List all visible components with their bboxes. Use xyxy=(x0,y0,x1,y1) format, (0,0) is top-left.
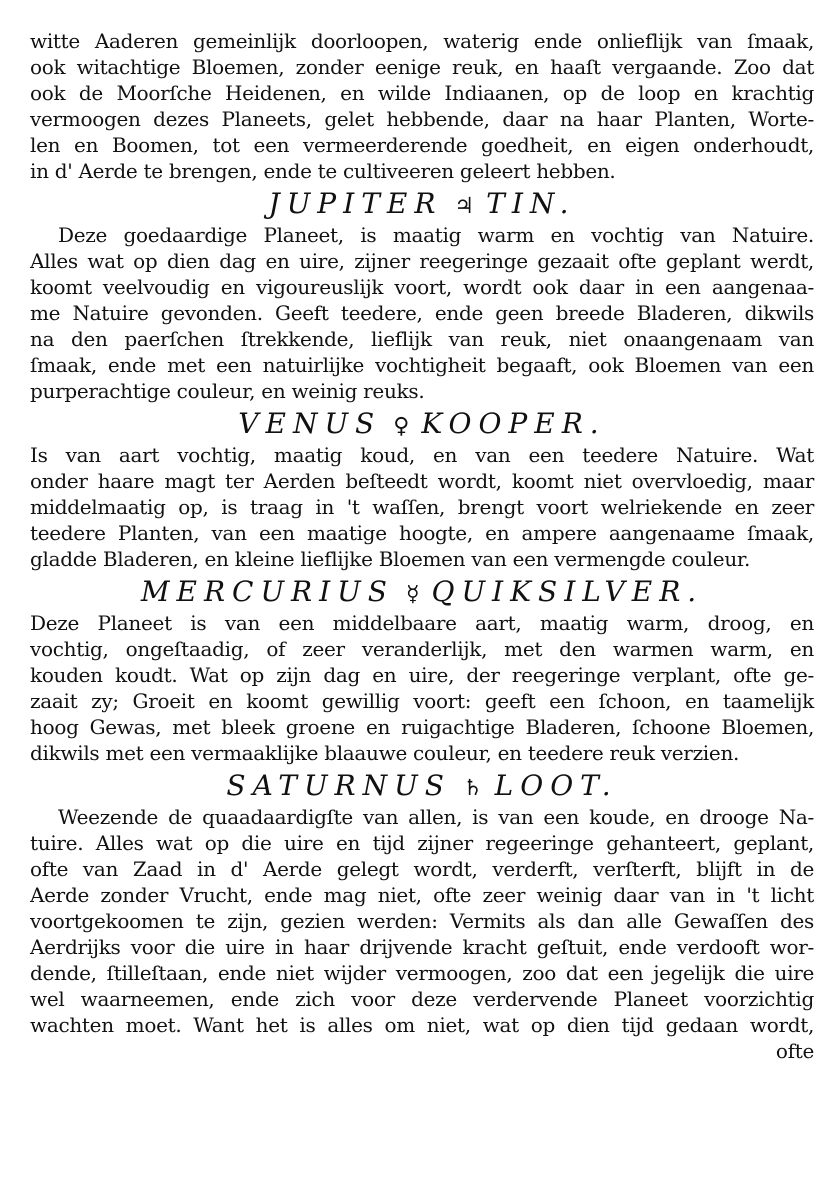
section-venus xyxy=(30,406,814,572)
section-heading xyxy=(30,186,814,222)
section-heading xyxy=(30,406,814,442)
text-line: Is van aart vochtig, maatig koud, en van een teedere Natuire. Wat xyxy=(30,443,814,467)
venus-symbol-icon: ♀ xyxy=(393,414,410,439)
text-line: me Natuire gevonden. Geeft teedere, ende geen breede Bladeren, dikwils xyxy=(30,301,814,325)
text-line: dende, ſtilleſtaan, ende niet wijder vermoogen, zoo dat een jegelijk die uire xyxy=(30,961,814,985)
text-line: dikwils met een vermaaklijke blaauwe couleur, en teedere reuk verzien. xyxy=(30,741,740,765)
text-line: voortgekoomen te zijn, gezien werden: Vermits als dan alle Gewaſſen des xyxy=(30,909,814,933)
metal-name: TIN. xyxy=(486,187,576,220)
text-line: purperachtige couleur, en weinig reuks. xyxy=(30,379,425,403)
text-line: middelmaatig op, is traag in 't waſſen, brengt voort welriekende en zeer xyxy=(30,495,814,519)
text-line: na den paerſchen ſtrekkende, lieflijk van reuk, niet onaangenaam van xyxy=(30,327,814,351)
text-line: onder haare magt ter Aerden beſteedt wordt, koomt niet overvloedig, maar xyxy=(30,469,814,493)
metal-name: KOOPER. xyxy=(421,407,606,440)
section-saturnus xyxy=(30,768,814,1038)
section-mercurius xyxy=(30,574,814,766)
section-heading xyxy=(30,574,814,610)
book-page xyxy=(30,28,814,1178)
text-line: hoog Gewas, met bleek groene en ruigachtige Bladeren, ſchoone Bloemen, xyxy=(30,715,814,739)
text-line: Deze goedaardige Planeet, is maatig warm en vochtig van Natuire. xyxy=(58,223,814,247)
section-heading xyxy=(30,768,814,804)
planet-name: JUPITER xyxy=(268,187,443,220)
text-line: koomt veelvoudig en vigoureuslijk voort, wordt ook daar in een aangenaa- xyxy=(30,275,814,299)
planet-name: SATURNUS xyxy=(226,769,451,802)
text-line: tuire. Alles wat op die uire en tijd zijner regeeringe gehanteert, geplant, xyxy=(30,831,814,855)
text-line: ofte van Zaad in d' Aerde gelegt wordt, verderft, verſterft, blijft in de xyxy=(30,857,814,881)
intro-paragraph xyxy=(30,28,814,184)
text-line: wachten moet. Want het is alles om niet, wat op dien tijd gedaan wordt, xyxy=(30,1013,814,1037)
jupiter-symbol-icon: ♃ xyxy=(454,194,475,219)
text-line: Aerde zonder Vrucht, ende mag niet, ofte zeer weinig daar van in 't licht xyxy=(30,883,814,907)
text-line: wel waarneemen, ende zich voor deze verdervende Planeet voorzichtig xyxy=(30,987,814,1011)
text-line: ook de Moorſche Heidenen, en wilde Indiaanen, op de loop en krachtig xyxy=(30,81,814,105)
text-line: Aerdrijks voor die uire in haar drijvende kracht geſtuit, ende verdooft wor- xyxy=(30,935,814,959)
text-line: teedere Planten, van een maatige hoogte, en ampere aangenaame ſmaak, xyxy=(30,521,814,545)
text-line: vermoogen dezes Planeets, gelet hebbende, daar na haar Planten, Worte- xyxy=(30,107,814,131)
planet-name: MERCURIUS xyxy=(140,575,394,608)
text-line: Deze Planeet is van een middelbaare aart, maatig warm, droog, en xyxy=(30,611,814,635)
metal-name: QUIKSILVER. xyxy=(431,575,704,608)
text-line: ſmaak, ende met een natuirlijke vochtigheit begaaft, ook Bloemen van een xyxy=(30,353,814,377)
catchword: ofte xyxy=(775,1039,814,1063)
section-jupiter xyxy=(30,186,814,404)
text-line: vochtig, ongeſtaadig, of zeer veranderlijk, met den warmen warm, en xyxy=(30,637,814,661)
text-line: Alles wat op dien dag en uire, zijner reegeringe gezaait ofte geplant werdt, xyxy=(30,249,814,273)
metal-name: LOOT. xyxy=(494,769,618,802)
text-line: len en Boomen, tot een vermeerderende goedheit, en eigen onderhoudt, xyxy=(30,133,814,157)
text-line: zaait zy; Groeit en koomt gewillig voort: geeft een ſchoon, en taamelijk xyxy=(30,689,814,713)
text-line: kouden koudt. Wat op zijn dag en uire, der reegeringe verplant, ofte ge- xyxy=(30,663,814,687)
text-line: witte Aaderen gemeinlijk doorloopen, waterig ende onlieflijk van ſmaak, xyxy=(30,29,814,53)
text-line: Weezende de quaadaardigſte van allen, is van een koude, en drooge Na- xyxy=(58,805,814,829)
saturn-symbol-icon: ♄ xyxy=(462,776,483,801)
text-line: gladde Bladeren, en kleine lieflijke Bloemen van een vermengde couleur. xyxy=(30,547,751,571)
text-line: in d' Aerde te brengen, ende te cultiveeren geleert hebben. xyxy=(30,159,616,183)
mercury-symbol-icon: ☿ xyxy=(405,582,420,607)
planet-name: VENUS xyxy=(238,407,382,440)
text-line: ook witachtige Bloemen, zonder eenige reuk, en haaſt vergaande. Zoo dat xyxy=(30,55,814,79)
